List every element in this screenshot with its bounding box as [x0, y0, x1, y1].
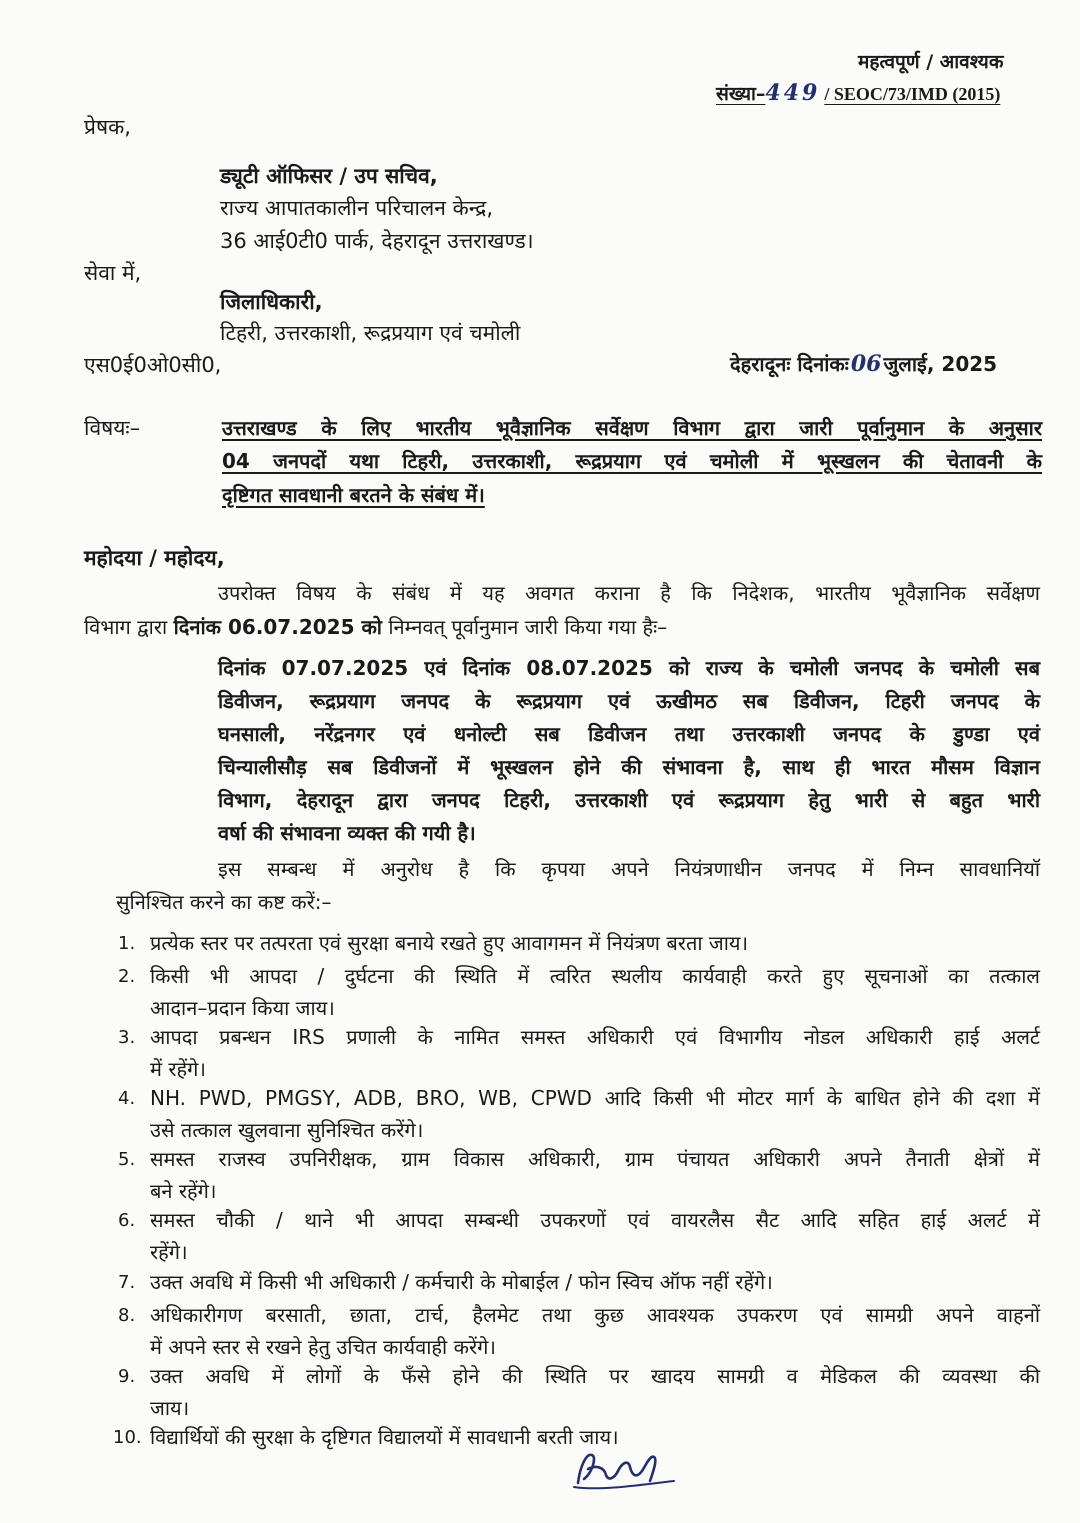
date-handwritten-day: 06 [850, 351, 882, 377]
list-item-number: 2. [118, 966, 136, 987]
reference-suffix: / SEOC/73/IMD (2015) [824, 84, 1001, 104]
list-item-text-continued: में अपने स्तर से रखने हेतु उचित कार्यवाही करेंगे। [150, 1335, 496, 1359]
sender-office: राज्य आपातकालीन परिचालन केन्द्र, [220, 196, 494, 220]
list-item-text-continued: आदान–प्रदान किया जाय। [150, 996, 335, 1020]
list-item-text: समस्त चौकी / थाने भी आपदा सम्बन्धी उपकरणों एवं वायरलैस सैट आदि सहित हाई अलर्ट में [150, 1208, 1040, 1232]
list-item-number: 10. [113, 1427, 142, 1448]
intro-line-1: उपरोक्त विषय के संबंध में यह अवगत कराना है कि निदेशक, भारतीय भूवैज्ञानिक सर्वेक्षण [218, 581, 1040, 605]
list-item-number: 8. [118, 1305, 136, 1326]
sender-address: 36 आई0टी0 पार्क, देहरादून उत्तराखण्ड। [220, 229, 534, 253]
list-item-number: 6. [118, 1210, 136, 1231]
list-item-number: 3. [118, 1027, 136, 1048]
list-item-text: किसी भी आपदा / दुर्घटना की स्थिति में त्वरित स्थलीय कार्यवाही करते हुए सूचनाओं का तत्काल [150, 964, 1040, 988]
request-line-2: सुनिश्चित करने का कष्ट करें:– [116, 890, 332, 914]
request-line-1: इस सम्बन्ध में अनुरोध है कि कृपया अपने नियंत्रणाधीन जनपद में निम्न सावधानियॉ [218, 857, 1040, 881]
list-item-text: अधिकारीगण बरसाती, छाता, टार्च, हैलमेट तथा कुछ आवश्यक उपकरण एवं सामग्री अपने वाहनों [150, 1303, 1040, 1327]
list-item-text: आपदा प्रबन्धन IRS प्रणाली के नामित समस्त अधिकारी एवं विभागीय नोडल अधिकारी हाई अलर्ट [150, 1025, 1040, 1049]
recipient-label: सेवा में, [84, 261, 142, 285]
subject-line-3: दृष्टिगत सावधानी बरतने के संबंध में। [222, 483, 485, 507]
forecast-line-6: वर्षा की संभावना व्यक्त की गयी है। [218, 821, 476, 845]
handwritten-signature-icon [570, 1445, 680, 1495]
forecast-line-1: दिनांक 07.07.2025 एवं दिनांक 08.07.2025 को राज्य के चमोली जनपद के चमोली सब [218, 656, 1040, 680]
sender-designation: ड्यूटी ऑफिसर / उप सचिव, [220, 164, 438, 188]
list-item-number: 7. [118, 1272, 136, 1293]
recipient-designation: जिलाधिकारी, [220, 290, 323, 314]
subject-line-2: 04 जनपदों यथा टिहरी, उत्तरकाशी, रूद्रप्रयाग एवं चमोली में भूस्खलन की चेतावनी के [222, 449, 1042, 473]
list-item-text-continued: रहेंगे। [150, 1240, 188, 1264]
subject-line-1: उत्तराखण्ड के लिए भारतीय भूवैज्ञानिक सर्वेक्षण विभाग द्वारा जारी पूर्वानुमान के अनुसार [222, 416, 1042, 440]
subject-label: विषयः– [84, 416, 141, 440]
date-prefix: देहरादूनः दिनांकः [730, 352, 849, 376]
list-item-text-continued: जाय। [150, 1396, 190, 1420]
intro-line-2 [84, 613, 667, 640]
list-item-text: विद्यार्थियों की सुरक्षा के दृष्टिगत विद्यालयों में सावधानी बरती जाय। [150, 1425, 619, 1449]
reference-handwritten-number: 449 [765, 80, 821, 106]
date-suffix: जुलाई, 2025 [883, 352, 998, 376]
intro-line-2-end: निम्नवत् पूर्वानुमान जारी किया गया हैः– [382, 615, 668, 639]
list-item-number: 1. [118, 933, 136, 954]
list-item-text-continued: बने रहेंगे। [150, 1179, 217, 1203]
forecast-line-2: डिवीजन, रूद्रप्रयाग जनपद के रूद्रप्रयाग एवं ऊखीमठ सब डिवीजन, टिहरी जनपद के [218, 689, 1040, 713]
forecast-line-5: विभाग, देहरादून द्वारा जनपद टिहरी, उत्तरकाशी एवं रूद्रप्रयाग हेतु भारी से बहुत भारी [218, 788, 1040, 812]
list-item-text: NH. PWD, PMGSY, ADB, BRO, WB, CPWD आदि किसी भी मोटर मार्ग के बाधित होने की दशा में [150, 1086, 1040, 1110]
forecast-line-4: चिन्यालीसौड़ सब डिवीजनों में भूस्खलन होने की संभावना है, साथ ही भारत मौसम विज्ञान [218, 755, 1040, 779]
priority-label: महत्वपूर्ण / आवश्यक [858, 51, 1004, 73]
list-item-text: समस्त राजस्व उपनिरीक्षक, ग्राम विकास अधिकारी, ग्राम पंचायत अधिकारी अपने तैनाती क्षेत्रों में [150, 1147, 1040, 1171]
recipient-districts: टिहरी, उत्तरकाशी, रूद्रप्रयाग एवं चमोली [220, 321, 521, 345]
intro-date-highlight: दिनांक 06.07.2025 को [173, 615, 382, 639]
list-item-number: 4. [118, 1088, 136, 1109]
list-item-text-continued: में रहेंगे। [150, 1057, 206, 1081]
intro-line-2-start: विभाग द्वारा [84, 615, 174, 639]
salutation: महोदया / महोदय, [84, 546, 225, 570]
reference-number [716, 80, 1000, 106]
sender-label: प्रेषक, [84, 115, 131, 139]
list-item-number: 5. [118, 1149, 136, 1170]
forecast-line-3: घनसाली, नरेंद्रनगर एवं धनोल्टी सब डिवीजन तथा उत्तरकाशी जनपद के डुण्डा एवं [218, 722, 1040, 746]
list-item-text: प्रत्येक स्तर पर तत्परता एवं सुरक्षा बनाये रखते हुए आवागमन में नियंत्रण बरता जाय। [150, 931, 749, 955]
list-item-text: उक्त अवधि में किसी भी अधिकारी / कर्मचारी के मोबाईल / फोन स्विच ऑफ नहीं रहेंगे। [150, 1270, 773, 1294]
list-item-number: 9. [118, 1366, 136, 1387]
reference-prefix: संख्या– [716, 83, 766, 105]
office-code: एस0ई0ओ0सी0, [84, 353, 222, 377]
list-item-text-continued: उसे तत्काल खुलवाना सुनिश्चित करेंगे। [150, 1118, 424, 1142]
list-item-text: उक्त अवधि में लोगों के फँसे होने की स्थिति पर खादय सामग्री व मेडिकल की व्यवस्था की [150, 1364, 1040, 1388]
letter-date [730, 350, 997, 377]
